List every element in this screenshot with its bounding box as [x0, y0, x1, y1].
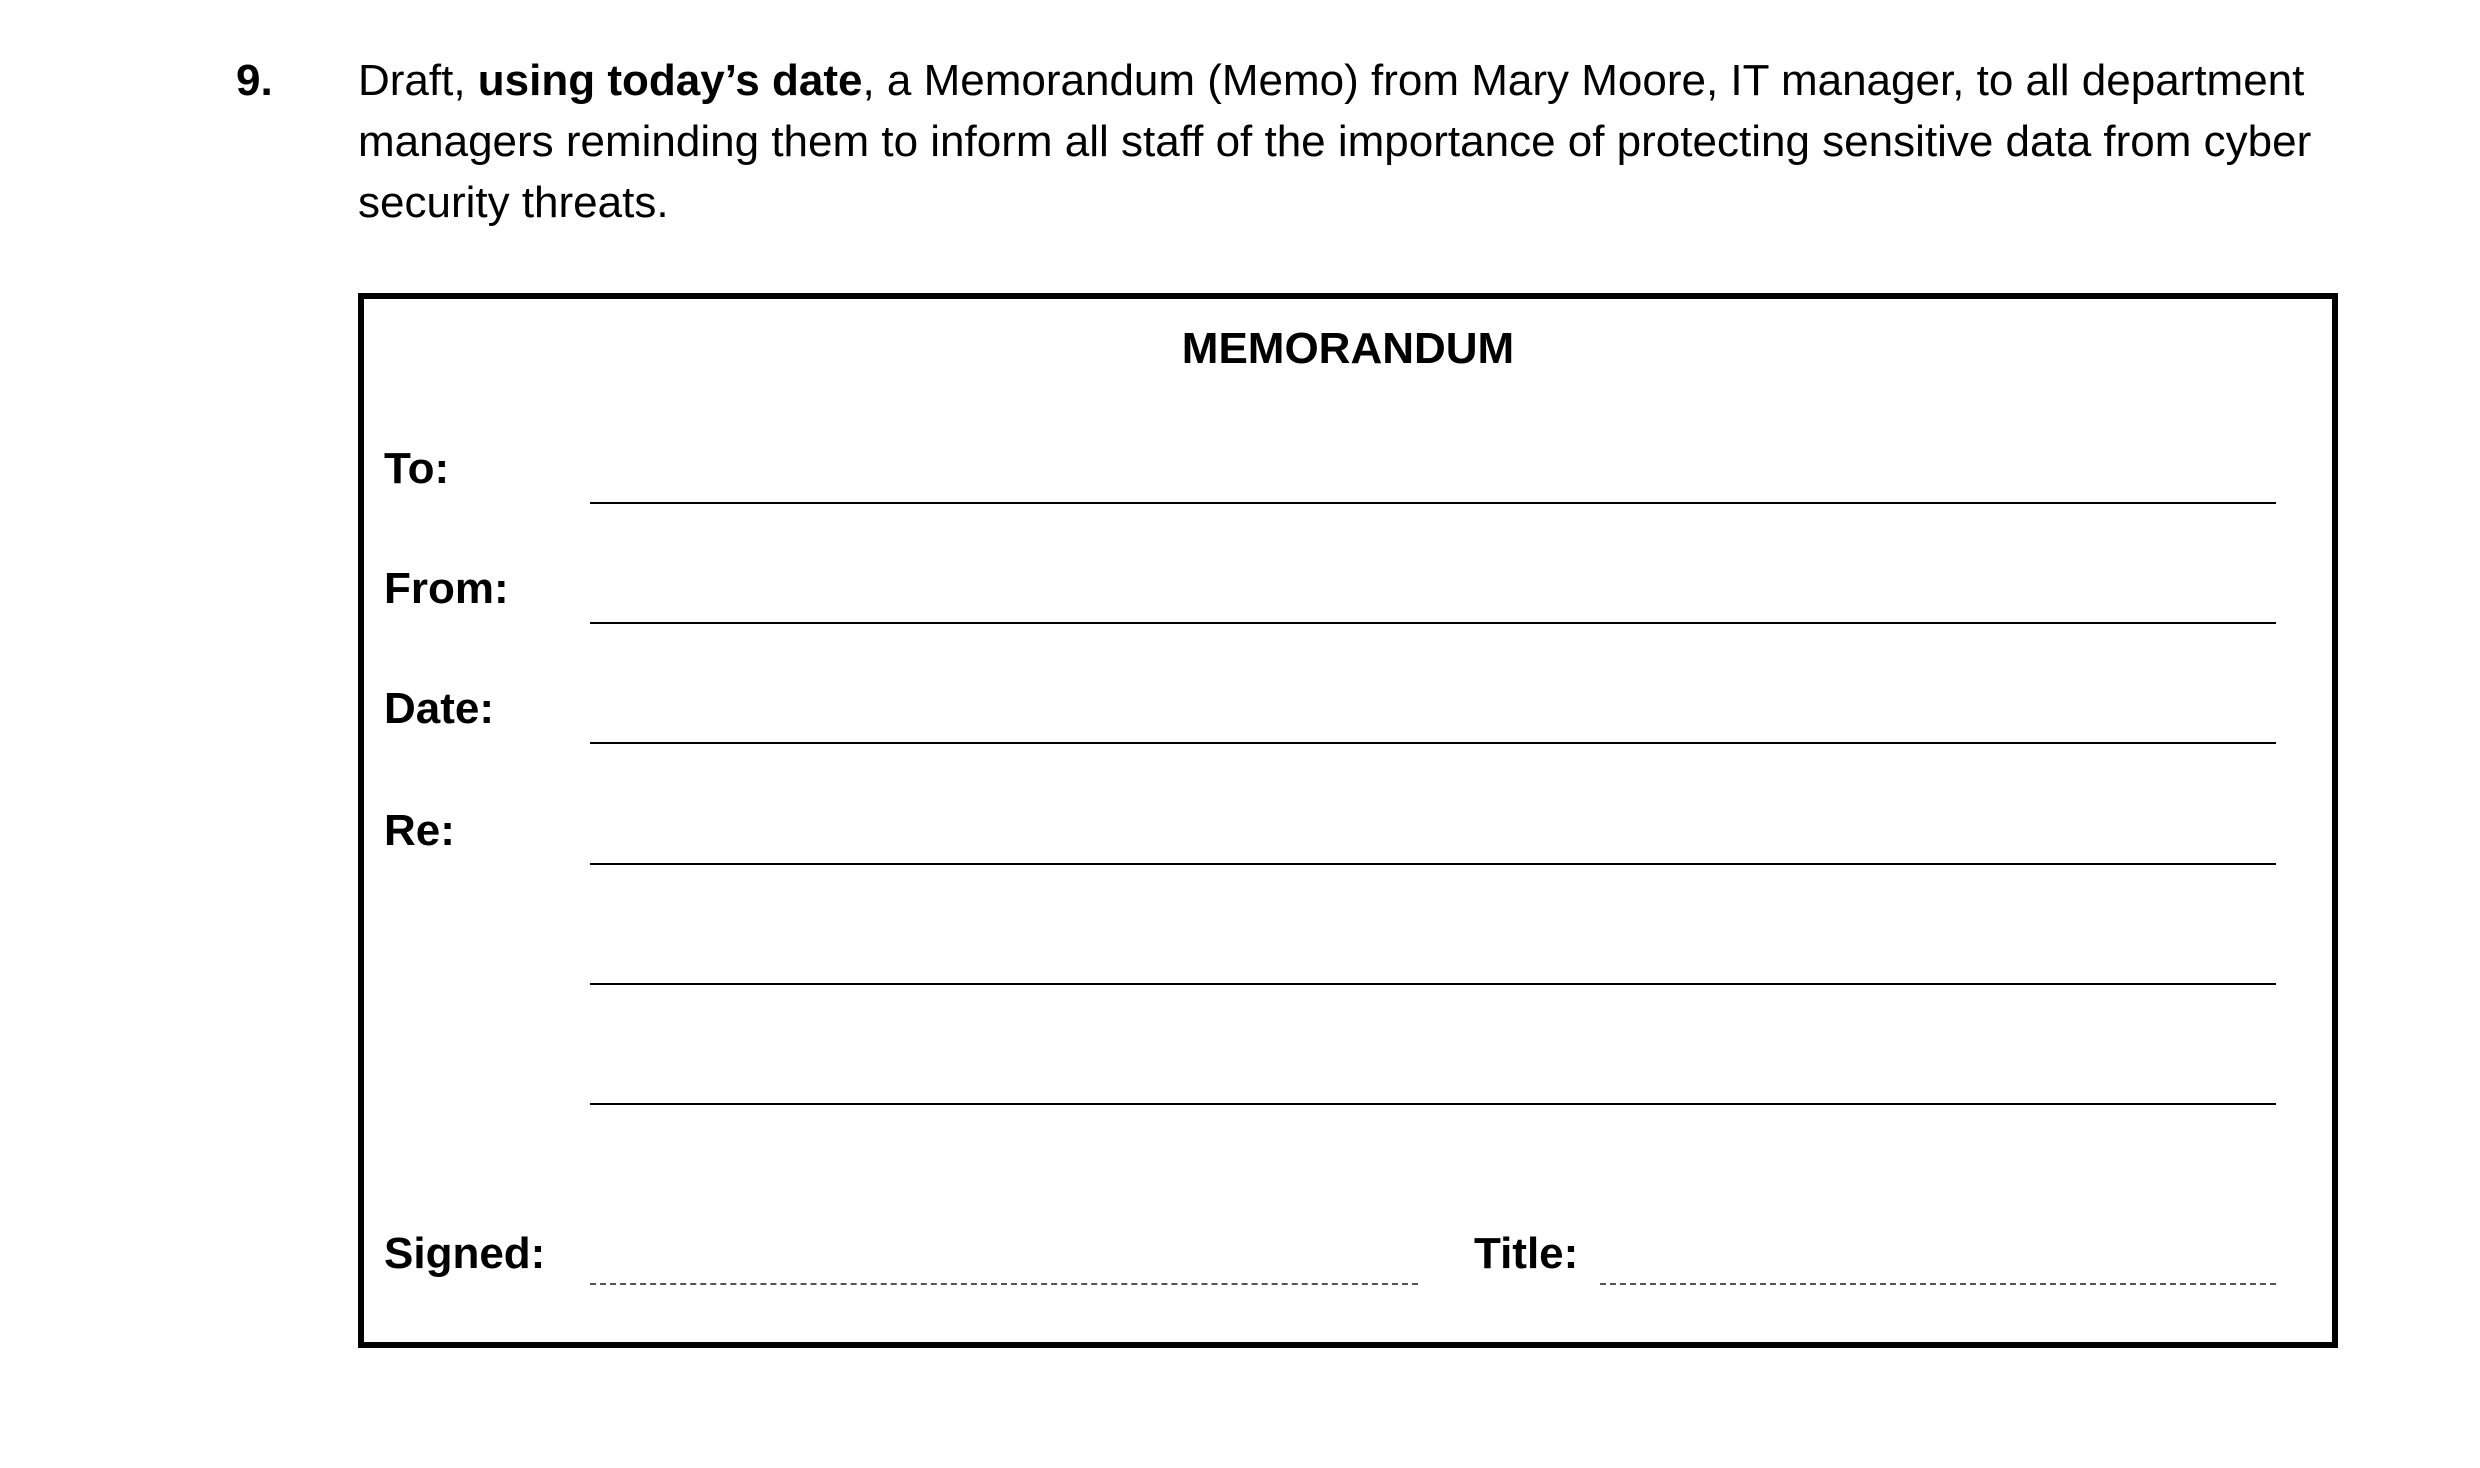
from-label: From: [384, 564, 509, 613]
signed-label: Signed: [384, 1229, 546, 1278]
question-text [358, 50, 2458, 233]
memo-form [358, 293, 2338, 1348]
re-line-3[interactable] [590, 1103, 2276, 1105]
signed-line[interactable] [590, 1283, 1418, 1285]
question-text-end: , a Memorandum (Memo) from Mary Moore, IT manager, to all department managers reminding them to inform all staff of the importance of protecting sensitive data from cyber security threats. [358, 56, 2312, 227]
question-text-start: Draft, [358, 56, 478, 105]
question-text-emphasis: using today’s date [477, 56, 863, 105]
title-label: Title: [1474, 1229, 1579, 1278]
date-label: Date: [384, 684, 495, 733]
re-line[interactable] [590, 863, 2276, 865]
date-line[interactable] [590, 742, 2276, 744]
to-label: To: [384, 444, 450, 493]
to-line[interactable] [590, 502, 2276, 504]
title-line[interactable] [1600, 1283, 2276, 1285]
re-label: Re: [384, 806, 455, 855]
from-line[interactable] [590, 622, 2276, 624]
question-number: 9. [236, 56, 273, 105]
memo-title: MEMORANDUM [1181, 324, 1515, 373]
re-line-2[interactable] [590, 983, 2276, 985]
